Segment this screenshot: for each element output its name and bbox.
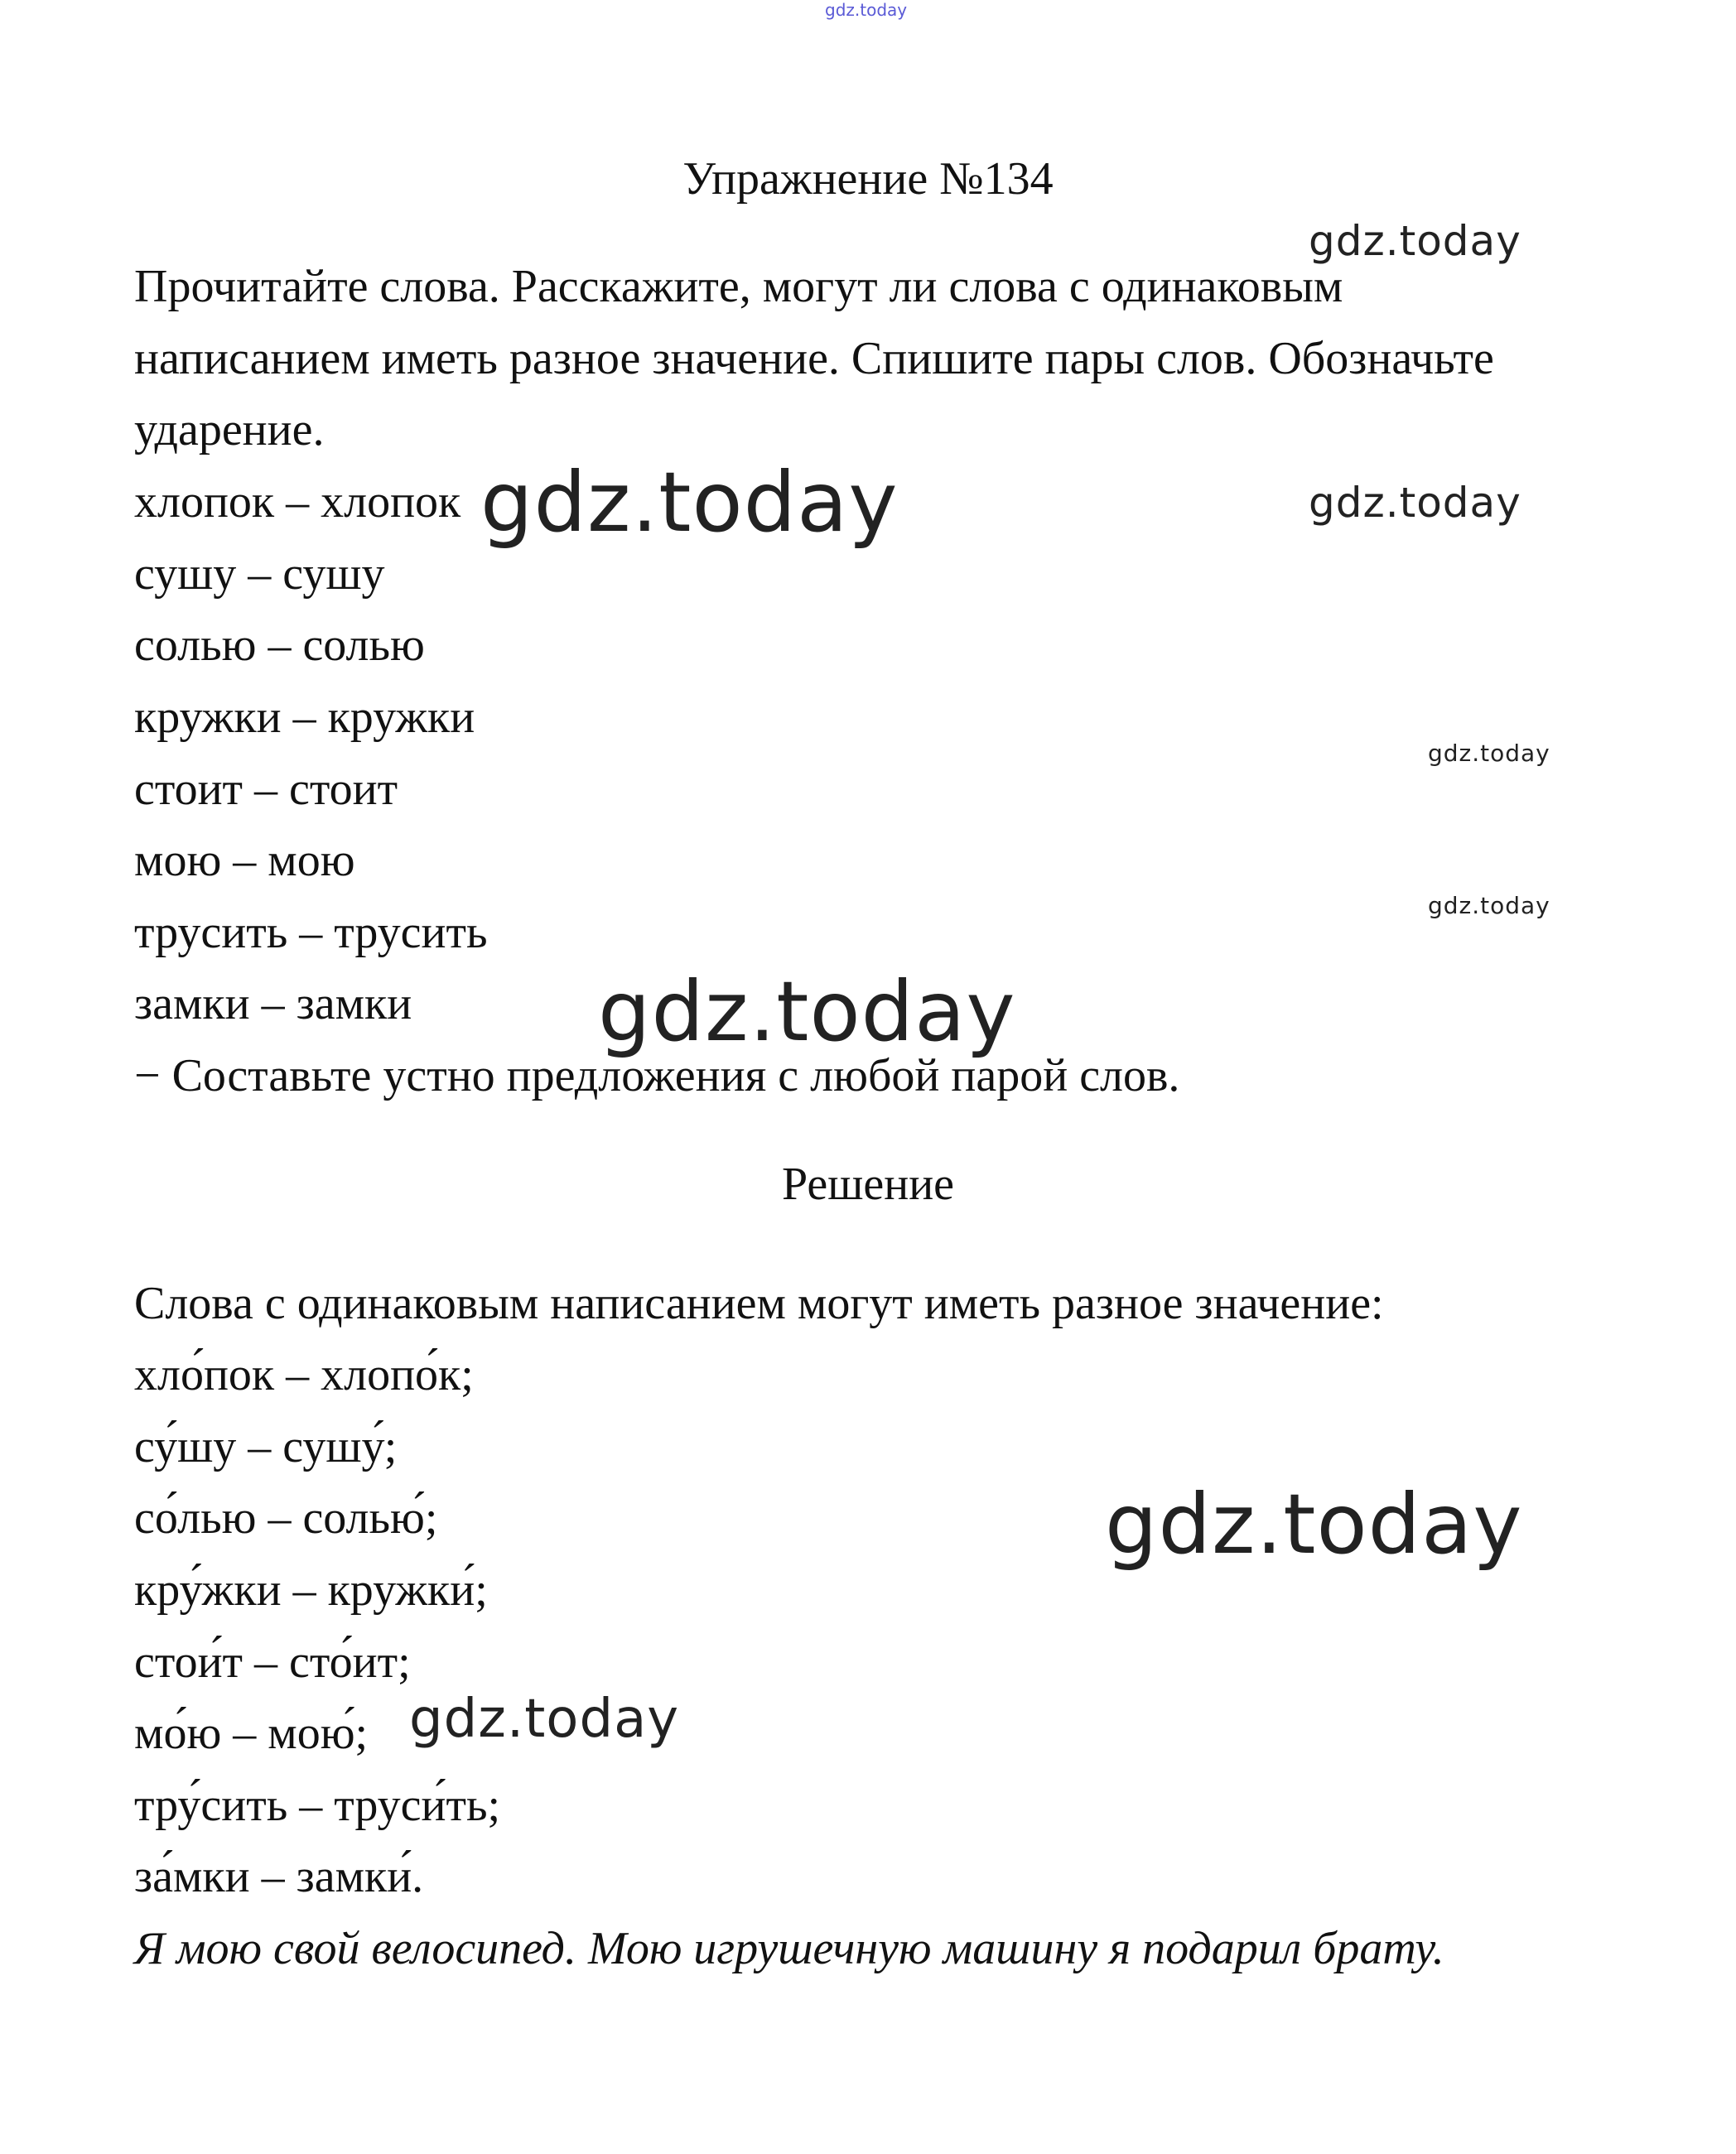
watermark: gdz.today [1309, 217, 1521, 265]
word-pair: стоит – стоит [134, 764, 398, 815]
instruction-line: ударение. [134, 404, 325, 455]
word-pair: мою – мою [134, 835, 355, 886]
watermark: gdz.today [409, 1689, 680, 1750]
instruction-line: Прочитайте слова. Расскажите, могут ли слова с одинаковым [134, 261, 1343, 312]
watermark: gdz.today [1428, 892, 1550, 919]
exercise-title: Упражнение №134 [682, 153, 1054, 205]
stressed-pair: хло́пок – хлопо́к; [134, 1349, 474, 1400]
watermark-top: gdz.today [825, 0, 908, 20]
word-pair: кружки – кружки [134, 691, 475, 743]
stressed-pair: мо́ю – мою́; [134, 1708, 369, 1759]
task-text: − Составьте устно предложения с любой парой слов. [134, 1050, 1180, 1101]
stressed-pair: тру́сить – труси́ть; [134, 1780, 501, 1831]
watermark: gdz.today [598, 963, 1016, 1060]
stressed-pair: кру́жки – кружки́; [134, 1564, 488, 1616]
watermark: gdz.today [1428, 740, 1550, 767]
watermark: gdz.today [1105, 1476, 1523, 1573]
watermark: gdz.today [1309, 479, 1521, 527]
word-pair: трусить – трусить [134, 907, 488, 958]
stressed-pair: со́лью – солью́; [134, 1492, 438, 1544]
word-pair: сушу – сушу [134, 548, 385, 600]
word-pair: замки – замки [134, 978, 412, 1029]
solution-title: Решение [781, 1159, 955, 1210]
example-sentence: Я мою свой велосипед. Мою игрушечную машину я подарил брату. [134, 1923, 1444, 1974]
stressed-pair: су́шу – сушу́; [134, 1421, 398, 1472]
instruction-line: написанием иметь разное значение. Спишите пары слов. Обозначьте [134, 333, 1494, 384]
stressed-pair: стои́т – сто́ит; [134, 1636, 411, 1688]
word-pair: хлопок – хлопок [134, 476, 461, 528]
word-pair: солью – солью [134, 619, 425, 671]
solution-intro: Слова с одинаковым написанием могут иметь разное значение: [134, 1278, 1384, 1329]
stressed-pair: за́мки – замки́. [134, 1851, 424, 1902]
watermark: gdz.today [480, 454, 899, 551]
